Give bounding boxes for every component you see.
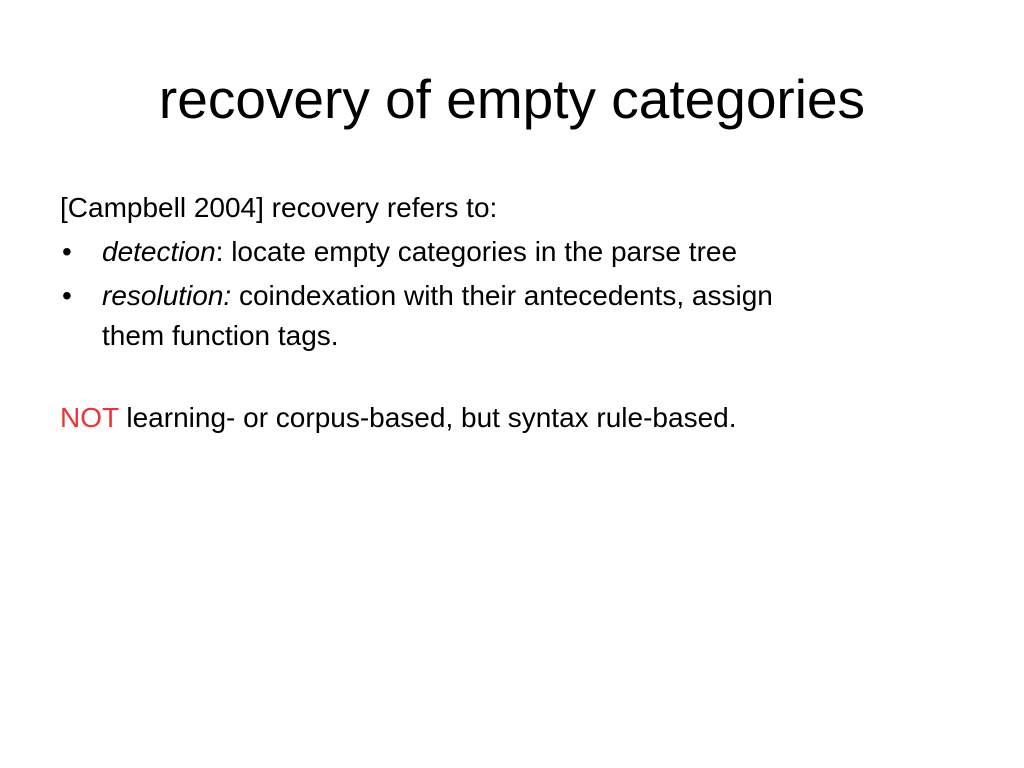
bullet-item-resolution <box>60 274 960 354</box>
note-text: learning- or corpus-based, but syntax rule-based. <box>118 402 737 433</box>
bullet-line <box>102 274 960 318</box>
bullet-line <box>102 230 960 274</box>
note-line <box>60 396 960 440</box>
bullet-text: coindexation with their antecedents, assign <box>231 280 773 311</box>
bullet-term: detection <box>102 236 216 267</box>
bullet-continuation: them function tags. <box>102 320 339 351</box>
bullet-term: resolution: <box>102 280 232 311</box>
slide-body <box>60 186 960 440</box>
bullet-item-detection <box>60 230 960 274</box>
bullet-text: : locate empty categories in the parse tree <box>215 236 738 267</box>
slide-title: recovery of empty categories <box>158 68 866 130</box>
intro-line: [Campbell 2004] recovery refers to: <box>60 192 498 223</box>
note-emphasis: NOT <box>60 402 119 433</box>
bullet-marker: • <box>62 280 72 311</box>
bullet-marker: • <box>62 236 72 267</box>
paragraph-gap <box>60 358 960 396</box>
